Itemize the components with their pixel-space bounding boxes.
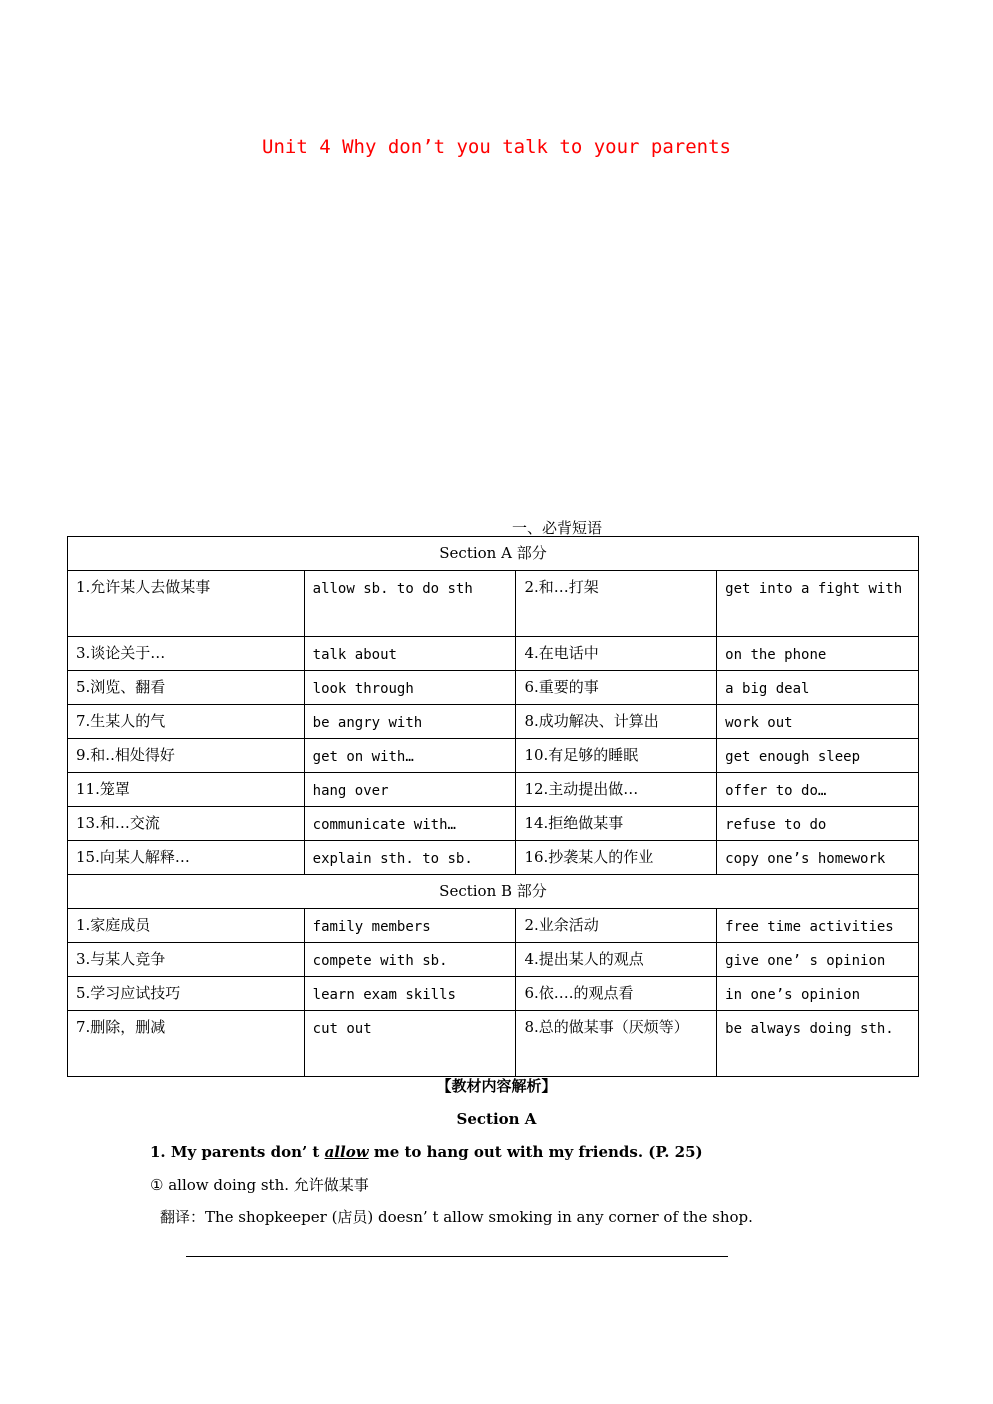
phrase-en: compete with sb. (304, 943, 516, 977)
phrase-en: explain sth. to sb. (304, 841, 516, 875)
document-title: Unit 4 Why don’t you talk to your parents (262, 136, 731, 158)
section-b-header: Section B 部分 (68, 875, 919, 909)
phrase-en: on the phone (717, 637, 919, 671)
phrase-en: free time activities (717, 909, 919, 943)
phrase-zh: 7.生某人的气 (68, 705, 305, 739)
phrase-zh: 8.成功解决、计算出 (516, 705, 717, 739)
phrase-zh: 1.家庭成员 (68, 909, 305, 943)
table-row (68, 705, 919, 739)
table-row (68, 671, 919, 705)
phrase-zh: 4.在电话中 (516, 637, 717, 671)
table-row (68, 773, 919, 807)
phrase-en: give one’ s opinion (717, 943, 919, 977)
table-row (68, 943, 919, 977)
phrase-en: refuse to do (717, 807, 919, 841)
analysis-section-title: Section A (456, 1110, 537, 1128)
phrase-en: allow sb. to do sth (304, 571, 516, 637)
phrase-en: be always doing sth. (717, 1011, 919, 1077)
table-row (68, 571, 919, 637)
phrase-zh: 7.删除，删减 (68, 1011, 305, 1077)
phrase-en: be angry with (304, 705, 516, 739)
table-row (68, 807, 919, 841)
phrase-zh: 14.拒绝做某事 (516, 807, 717, 841)
example-sentence (150, 1143, 703, 1161)
phrase-zh: 6.依….的观点看 (516, 977, 717, 1011)
phrase-en: cut out (304, 1011, 516, 1077)
phrase-zh: 2.业余活动 (516, 909, 717, 943)
phrase-zh: 1.允许某人去做某事 (68, 571, 305, 637)
phrase-en: get on with… (304, 739, 516, 773)
phrase-zh: 12.主动提出做… (516, 773, 717, 807)
usage-point: ① allow doing sth. 允许做某事 (150, 1176, 369, 1194)
phrase-zh: 16.抄袭某人的作业 (516, 841, 717, 875)
phrase-zh: 10.有足够的睡眠 (516, 739, 717, 773)
section-a-header: Section A 部分 (68, 537, 919, 571)
phrase-en: copy one’s homework (717, 841, 919, 875)
phrase-en: hang over (304, 773, 516, 807)
phrase-zh: 5.学习应试技巧 (68, 977, 305, 1011)
phrase-en: learn exam skills (304, 977, 516, 1011)
phrase-en: get into a fight with (717, 571, 919, 637)
phrase-zh: 15.向某人解释… (68, 841, 305, 875)
phrase-zh: 13.和…交流 (68, 807, 305, 841)
analysis-heading: 【教材内容解析】 (436, 1077, 557, 1095)
phrase-zh: 6.重要的事 (516, 671, 717, 705)
phrase-zh: 4.提出某人的观点 (516, 943, 717, 977)
table-row (68, 977, 919, 1011)
table-row (68, 637, 919, 671)
phrase-en: get enough sleep (717, 739, 919, 773)
phrase-en: in one’s opinion (717, 977, 919, 1011)
phrase-zh: 2.和…打架 (516, 571, 717, 637)
phrase-zh: 9.和..相处得好 (68, 739, 305, 773)
answer-line[interactable] (186, 1256, 728, 1257)
phrase-en: offer to do… (717, 773, 919, 807)
phrase-zh: 3.谈论关于… (68, 637, 305, 671)
phrase-zh: 5.浏览、翻看 (68, 671, 305, 705)
translation-exercise: 翻译：The shopkeeper (店员) doesn’ t allow smoking in any corner of the shop. (160, 1208, 753, 1226)
table-row (68, 841, 919, 875)
phrase-en: work out (717, 705, 919, 739)
part1-heading: 一、必背短语 (512, 519, 603, 537)
phrase-en: talk about (304, 637, 516, 671)
sentence-start: 1. My parents don’ t (150, 1143, 325, 1161)
phrase-en: a big deal (717, 671, 919, 705)
table-row (68, 739, 919, 773)
sentence-keyword: allow (324, 1143, 369, 1161)
phrase-en: look through (304, 671, 516, 705)
sentence-end: me to hang out with my friends. (P. 25) (368, 1143, 703, 1161)
phrase-zh: 11.笼罩 (68, 773, 305, 807)
table-row (68, 1011, 919, 1077)
phrase-zh: 8.总的做某事（厌烦等） (516, 1011, 717, 1077)
table-row (68, 909, 919, 943)
phrase-zh: 3.与某人竞争 (68, 943, 305, 977)
phrase-en: communicate with… (304, 807, 516, 841)
phrase-en: family members (304, 909, 516, 943)
phrase-table (67, 536, 919, 1077)
